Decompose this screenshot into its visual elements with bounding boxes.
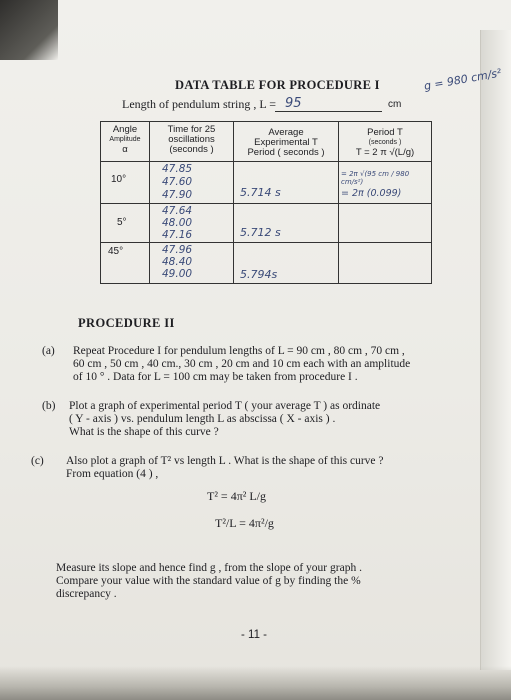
angle-cell [101,162,150,204]
avg-cell [234,243,339,284]
part-b-text [69,400,380,439]
data-table [100,121,432,284]
time-header-l2: oscillations [168,134,215,145]
part-b-line: Plot a graph of experimental period T ( your average T ) as ordinate [69,400,381,412]
time-cell [150,204,234,243]
period-work-line: = 2π √(95 cm / 980 cm/s²) [341,170,410,186]
time-value: 49.00 [162,268,193,280]
measure-line: Measure its slope and hence find g , from the slope of your graph . [56,562,362,574]
time-value: 48.40 [162,256,193,268]
part-a-line: 60 cm , 50 cm , 40 cm., 30 cm , 20 cm and 10 cm each with an amplitude [73,358,411,370]
time-header [150,122,234,162]
part-a-text [73,345,410,384]
time-value: 47.90 [162,189,193,201]
time-value: 47.60 [162,176,193,188]
gravity-note: g = 980 cm/s² [423,66,503,93]
avg-value: 5.714 s [240,186,281,199]
part-b-line: What is the shape of this curve ? [69,426,219,438]
period-header-l1: Period T [367,127,403,138]
time-header-l1: Time for 25 [167,124,216,135]
part-b-label: (b) [42,400,56,412]
avg-header-l3: Period ( seconds ) [247,147,325,158]
period-cell [339,243,432,284]
shadow-bottom [0,666,511,700]
table-row [101,162,432,204]
period-header-l2: (seconds ) [368,139,402,146]
length-label: Length of pendulum string , L = [122,97,276,111]
table-header-row [101,122,432,162]
part-b-line: ( Y - axis ) vs. pendulum length L as abscissa ( X - axis ) . [69,413,336,425]
period-header [339,122,432,162]
time-header-l3: (seconds ) [169,144,214,155]
table-row [101,204,432,243]
avg-value: 5.794s [240,268,278,281]
period-cell [339,204,432,243]
time-value: 47.64 [162,205,193,217]
time-value: 47.16 [162,229,193,241]
part-a-label: (a) [42,345,55,357]
length-unit: cm [388,99,402,110]
part-a-line: of 10 ° . Data for L = 100 cm may be taken from procedure I . [73,371,358,383]
angle-header-l1: Angle [112,124,138,135]
procedure-2-heading: PROCEDURE II [78,316,175,330]
angle-header-l3: α [122,144,128,155]
table-row [101,243,432,284]
avg-cell [234,204,339,243]
angle-header [101,122,150,162]
measure-line: Compare your value with the standard value of g by finding the % [56,575,361,587]
angle-value: 10° [111,174,127,185]
length-underline [275,111,382,112]
period-header-l3: T = 2 π √(L/g) [355,147,415,158]
time-cell [150,162,234,204]
page-number: - 11 - [241,629,267,641]
shadow-corner [0,0,58,60]
part-c-line: From equation (4 ) , [66,468,159,480]
angle-cell [101,204,150,243]
angle-header-l2: Amplitude [109,136,141,143]
page-title: DATA TABLE FOR PROCEDURE I [175,78,380,92]
period-work-line: = 2π (0.099) [341,188,402,199]
measure-instructions [56,562,362,601]
period-cell [339,162,432,204]
equation-1: T² = 4π² L/g [207,489,267,503]
angle-cell [101,243,150,284]
part-c-text [66,455,384,481]
part-a-line: Repeat Procedure I for pendulum lengths of L = 90 cm , 80 cm , 70 cm , [73,345,405,357]
time-value: 47.96 [162,244,193,256]
time-value: 47.85 [162,163,193,175]
time-value: 48.00 [162,217,193,229]
avg-cell [234,162,339,204]
measure-line: discrepancy . [56,588,117,600]
equation-2: T²/L = 4π²/g [215,516,274,530]
avg-value: 5.712 s [240,226,281,239]
avg-header-l1: Average [268,127,304,138]
part-c-label: (c) [31,455,44,467]
angle-value: 5° [117,217,127,228]
part-c-line: Also plot a graph of T² vs length L . What is the shape of this curve ? [66,455,384,467]
time-cell [150,243,234,284]
avg-header-l2: Experimental T [254,137,318,148]
adjacent-page-edge [480,30,511,670]
angle-value: 45° [108,246,124,257]
avg-header [234,122,339,162]
length-value: 95 [285,96,302,111]
